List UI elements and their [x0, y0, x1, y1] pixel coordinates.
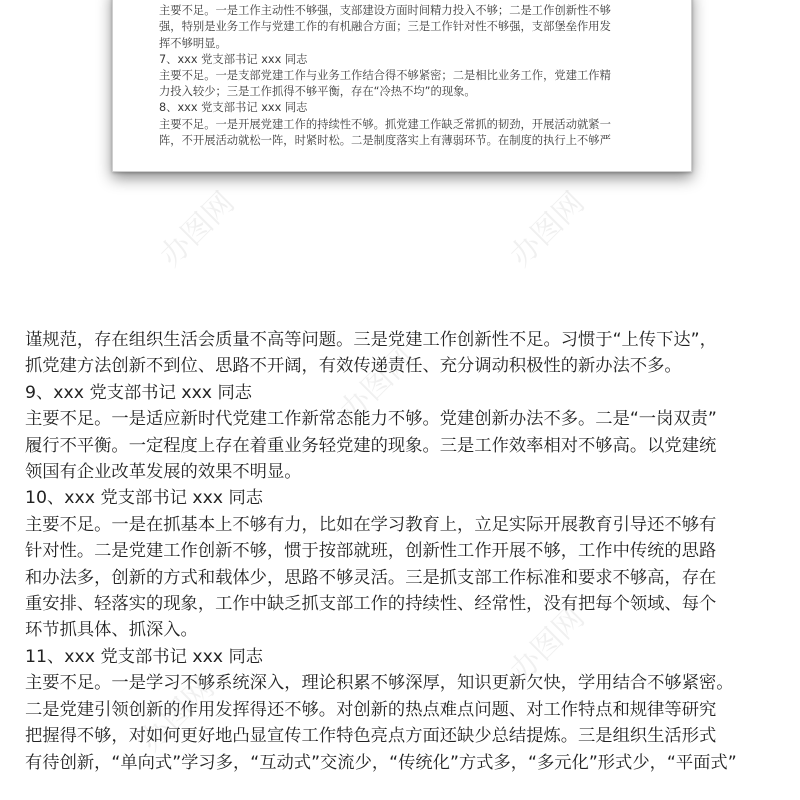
preview-line: 挥不够明显。 — [159, 36, 227, 50]
body-line: 谨规范，存在组织生活会质量不高等问题。三是党建工作创新性不足。习惯于“上传下达”， — [25, 330, 717, 350]
body-line: 针对性。二是党建工作创新不够，惯于按部就班，创新性工作开展不够，工作中传统的思路 — [25, 541, 717, 562]
watermark: 办图网 — [503, 600, 592, 689]
document-body — [25, 327, 785, 776]
body-line: 重安排、轻落实的现象，工作中缺乏抓支部工作的持续性、经常性，没有把每个领域、每个 — [25, 594, 717, 615]
watermark: 办图网 — [153, 185, 242, 274]
body-line: 主要不足。一是学习不够系统深入，理论积累不够深厚，知识更新欠快，学用结合不够紧密。 — [25, 673, 734, 694]
preview-text-block — [159, 0, 653, 149]
section-heading: 10、xxx 党支部书记 xxx 同志 — [25, 488, 264, 509]
body-line: 主要不足。一是在抓基本上不够有力，比如在学习教育上，立足实际开展教育引导还不够有 — [25, 514, 717, 535]
preview-line: 8、xxx 党支部书记 xxx 同志 — [159, 101, 308, 115]
body-line: 主要不足。一是适应新时代党建工作新常态能力不够。党建创新办法不多。二是“一岗双责” — [25, 409, 717, 430]
watermark: 办图网 — [503, 185, 592, 274]
preview-line: 主要不足。一是工作主动性不够强，支部建设方面时间精力投入不够；二是工作创新性不够 — [159, 4, 611, 18]
body-line: 环节抓具体、抓深入。 — [25, 620, 198, 641]
body-line: 二是党建引领创新的作用发挥得还不够。对创新的热点难点问题、对工作特点和规律等研究 — [25, 699, 717, 720]
preview-line: 强，特别是业务工作与党建工作的有机融合方面；三是工作针对性不够强，支部堡垒作用发 — [159, 20, 611, 34]
body-line: 和办法多，创新的方式和载体少，思路不够灵活。三是抓支部工作标准和要求不够高，存在 — [25, 567, 717, 588]
preview-line: 力投入较少；三是工作抓得不够平衡，存在“冷热不均”的现象。 — [159, 85, 476, 99]
preview-line: 阵，不开展活动就松一阵，时紧时松。二是制度落实上有薄弱环节。在制度的执行上不够严 — [159, 133, 611, 147]
body-line: 有待创新，“单向式”学习多，“互动式”交流少，“传统化”方式多，“多元化”形式少，“平面式” — [25, 752, 737, 773]
section-heading: 9、xxx 党支部书记 xxx 同志 — [25, 382, 253, 403]
section-heading: 11、xxx 党支部书记 xxx 同志 — [25, 646, 264, 667]
body-line: 履行不平衡。一定程度上存在着重业务轻党建的现象。三是工作效率相对不够高。以党建统 — [25, 435, 717, 456]
preview-line: 主要不足。一是开展党建工作的持续性不够。抓党建工作缺乏常抓的韧劲，开展活动就紧一 — [159, 117, 611, 131]
body-line: 把握得不够，对如何更好地凸显宣传工作特色亮点方面还缺少总结提炼。三是组织生活形式 — [25, 726, 717, 747]
preview-line: 主要不足。一是支部党建工作与业务工作结合得不够紧密；二是相比业务工作，党建工作精 — [159, 69, 611, 83]
body-line: 领国有企业改革发展的效果不明显。 — [25, 462, 302, 483]
preview-line: 7、xxx 党支部书记 xxx 同志 — [159, 52, 308, 66]
body-line: 抓党建方法创新不到位、思路不开阔，有效传递责任、充分调动积极性的新办法不多。 — [25, 356, 682, 377]
watermark: 办图网 — [133, 670, 222, 759]
watermark: 办图网 — [333, 340, 422, 429]
document-page-preview — [112, 0, 692, 172]
